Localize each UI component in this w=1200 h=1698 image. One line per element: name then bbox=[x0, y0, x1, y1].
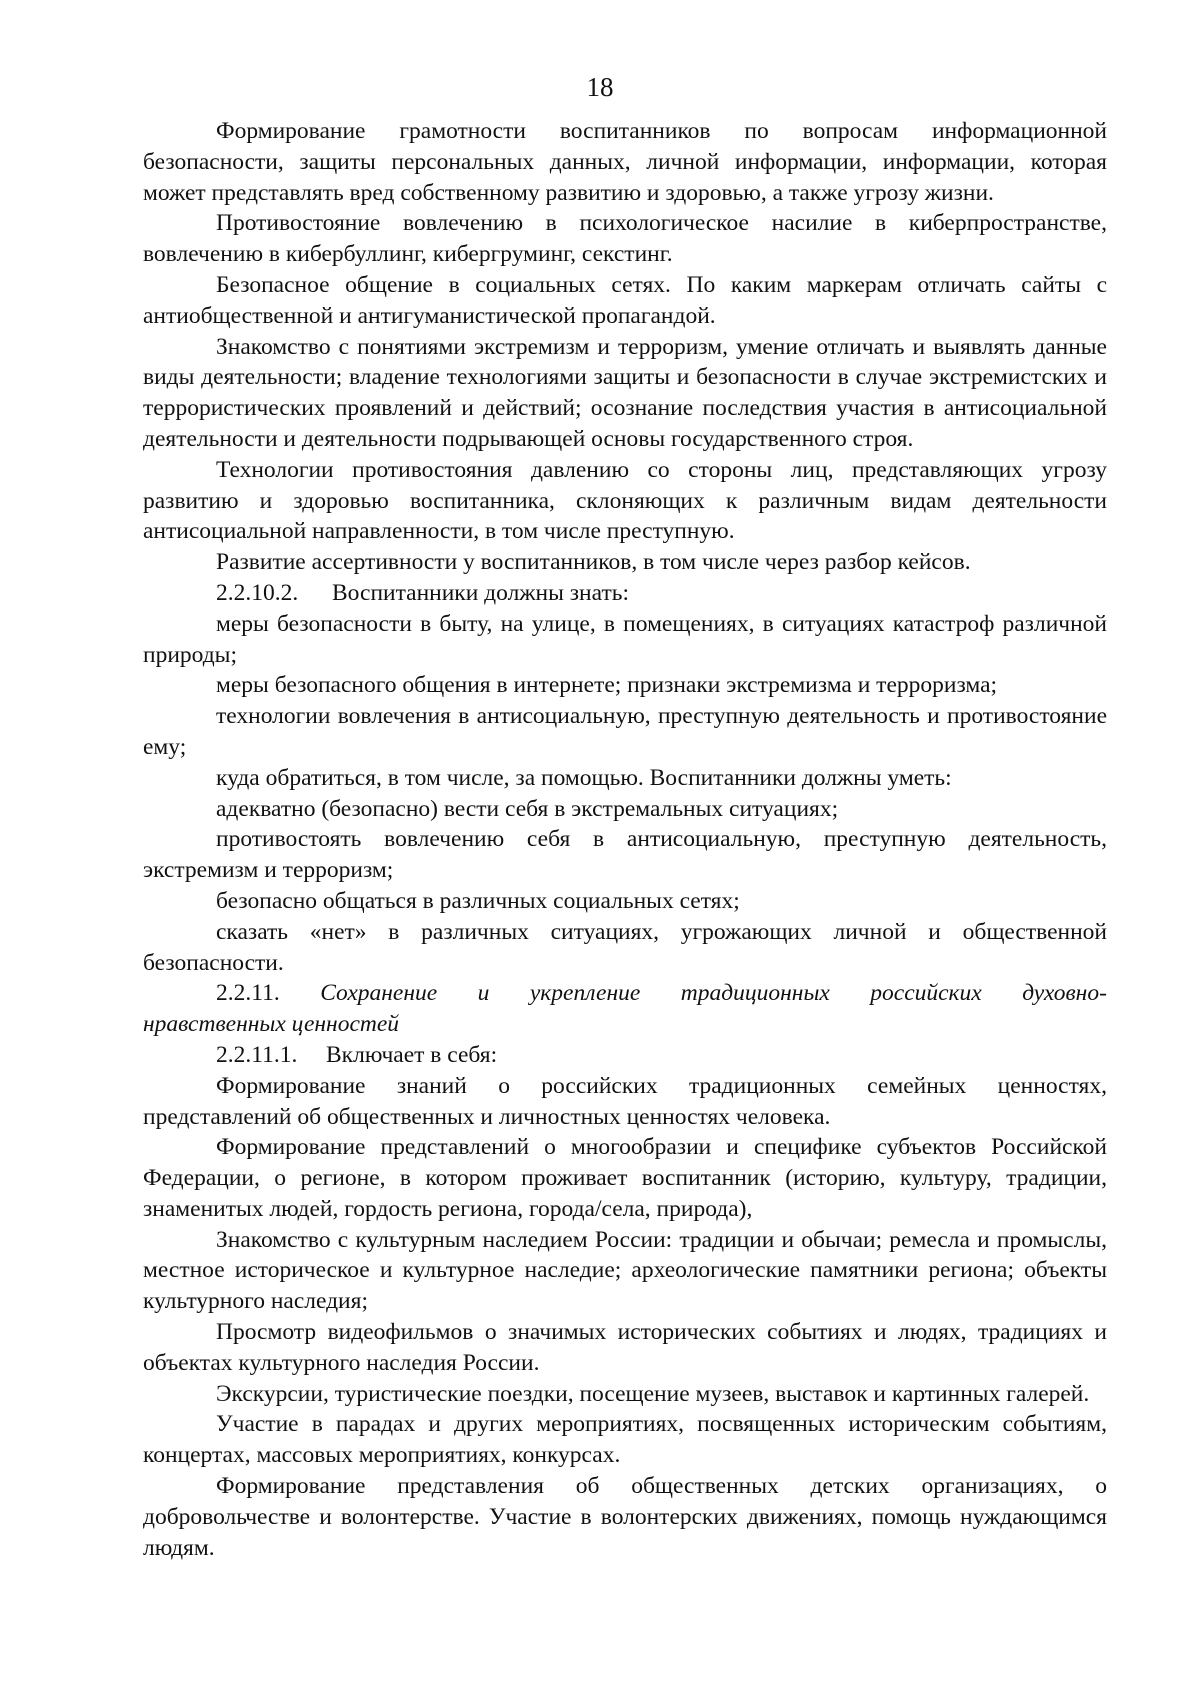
section-number: 2.2.11. bbox=[216, 980, 280, 1007]
section-title: Воспитанники должны знать: bbox=[332, 579, 629, 606]
section-number: 2.2.11.1. bbox=[216, 1041, 298, 1068]
section-title-continuation: нравственных ценностей bbox=[143, 1011, 400, 1038]
page-number: 18 bbox=[586, 72, 614, 102]
section-title: Включает в себя: bbox=[326, 1041, 498, 1068]
paragraph: Участие в парадах и других мероприятиях, посвященных историческим событиям, концертах, массовых мероприятиях, конкурсах. bbox=[143, 1411, 1107, 1469]
list-item-skill: противостоять вовлечению себя в антисоциальную, преступную деятельность, экстремизм и терроризм; bbox=[143, 826, 1107, 884]
list-item-know: куда обратиться, в том числе, за помощью. Воспитанники должны уметь: bbox=[216, 764, 952, 791]
section-title-word: духовно- bbox=[1022, 980, 1107, 1007]
paragraph: Формирование представления об общественных детских организациях, о добровольчестве и волонтерстве. Участие в волонтерских движениях, помощь нуждающимся людям. bbox=[143, 1473, 1107, 1561]
list-item-skill: безопасно общаться в различных социальных сетях; bbox=[216, 887, 740, 914]
section-title-word: укрепление bbox=[529, 980, 641, 1007]
list-item-know: технологии вовлечения в антисоциальную, преступную деятельность и противостояние ему; bbox=[143, 703, 1107, 760]
paragraph: Формирование грамотности воспитанников по вопросам информационной безопасности, защиты персональных данных, личной информации, информации, которая может представлять вред собственному развитию и здоровью, а также угрозу жизни. bbox=[143, 118, 1107, 206]
document-body bbox=[143, 116, 1107, 1563]
paragraph: Просмотр видеофильмов о значимых исторических событиях и людях, традициях и объектах культурного наследия России. bbox=[143, 1319, 1107, 1376]
paragraph: Формирование представлений о многообразии и специфике субъектов Российской Федерации, о регионе, в котором проживает воспитанник (историю, культуру, традиции, знаменитых людей, гордость региона, города/села, природа), bbox=[143, 1134, 1107, 1222]
paragraph: Безопасное общение в социальных сетях. По каким маркерам отличать сайты с антиобщественной и антигуманистической пропагандой. bbox=[143, 271, 1107, 329]
section-title-word: Сохранение bbox=[320, 980, 438, 1007]
paragraph: Технологии противостояния давлению со стороны лиц, представляющих угрозу развитию и здоровью воспитанника, склоняющих к различным видам деятельности антисоциальной направленности, в том числе преступную. bbox=[143, 456, 1107, 545]
list-item-know: меры безопасного общения в интернете; признаки экстремизма и терроризма; bbox=[216, 672, 998, 699]
list-item-skill: сказать «нет» в различных ситуациях, угрожающих личной и общественной безопасности. bbox=[143, 918, 1107, 976]
paragraph: Знакомство с понятиями экстремизм и терроризм, умение отличать и выявлять данные виды деятельности; владение технологиями защиты и безопасности в случае экстремистских и террористических проявлений и действий; осознание последствия участия в антисоциальной деятельности и деятельности подрывающей основы государственного строя. bbox=[143, 333, 1107, 452]
paragraph: Формирование знаний о российских традиционных семейных ценностях, представлений об общественных и личностных ценностях человека. bbox=[143, 1072, 1107, 1130]
section-number: 2.2.10.2. bbox=[216, 579, 299, 606]
section-title-word: традиционных bbox=[680, 980, 830, 1007]
paragraph: Знакомство с культурным наследием России: традиции и обычаи; ремесла и промыслы, местное историческое и культурное наследие; археологические памятники региона; объекты культурного наследия; bbox=[143, 1226, 1107, 1315]
list-item-skill: адекватно (безопасно) вести себя в экстремальных ситуациях; bbox=[216, 795, 839, 822]
paragraph: Развитие ассертивности у воспитанников, в том числе через разбор кейсов. bbox=[216, 549, 971, 576]
section-heading-2-2-10-2 bbox=[143, 578, 1107, 609]
section-title-word: и bbox=[477, 980, 490, 1007]
section-heading-2-2-11 bbox=[143, 978, 1107, 1009]
list-item-know: меры безопасности в быту, на улице, в помещениях, в ситуациях катастроф различной природы; bbox=[143, 610, 1107, 668]
section-title-word: российских bbox=[870, 980, 982, 1007]
paragraph: Противостояние вовлечению в психологическое насилие в киберпространстве, вовлечению в кибербуллинг, кибергруминг, секстинг. bbox=[143, 210, 1107, 268]
paragraph: Экскурсии, туристические поездки, посещение музеев, выставок и картинных галерей. bbox=[216, 1380, 1090, 1407]
section-heading-2-2-11-1 bbox=[143, 1040, 1107, 1071]
